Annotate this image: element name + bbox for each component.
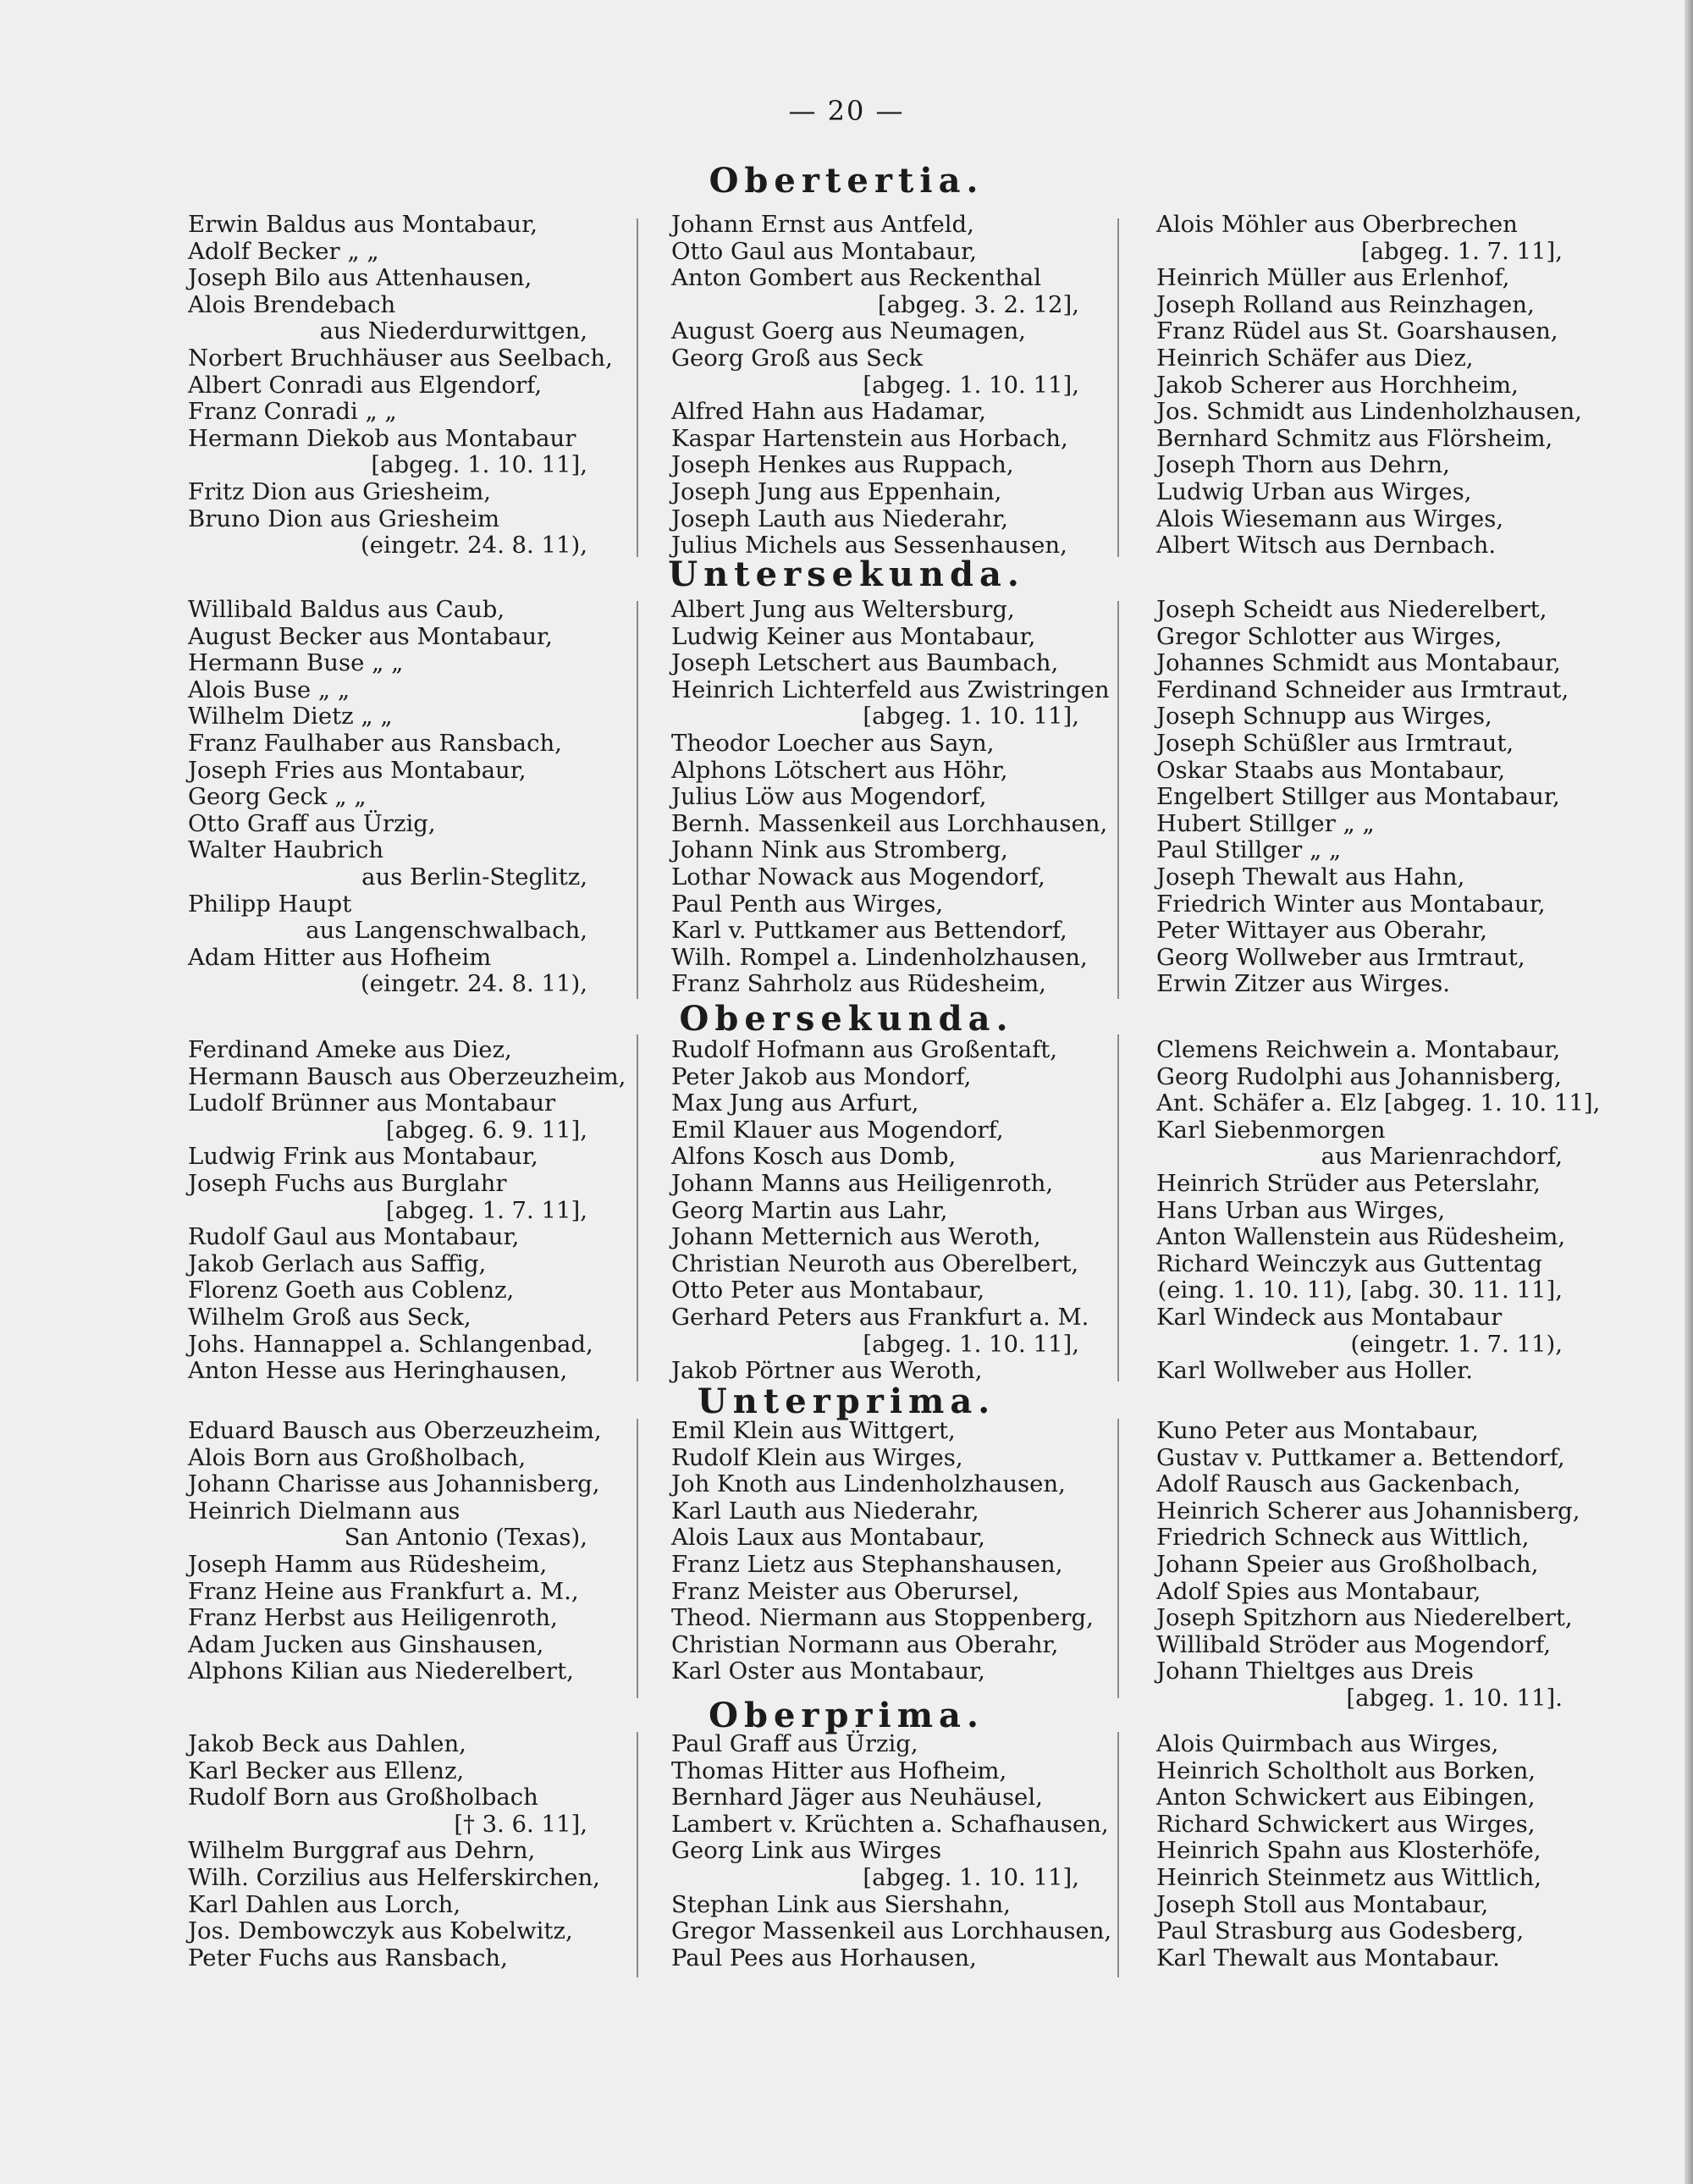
student-entry: Alois Wiesemann aus Wirges, xyxy=(1156,505,1504,532)
student-entry: Albert Witsch aus Dernbach. xyxy=(1156,532,1497,560)
student-entry: Walter Haubrich xyxy=(188,836,384,864)
student-entry: Paul Strasburg aus Godesberg, xyxy=(1156,1917,1525,1945)
student-entry: Heinrich Strüder aus Peterslahr, xyxy=(1156,1169,1541,1197)
student-entry: Jakob Beck aus Dahlen, xyxy=(188,1730,466,1757)
student-entry: Johann Charisse aus Johannisberg, xyxy=(188,1470,600,1498)
student-entry: Clemens Reichwein a. Montabaur, xyxy=(1156,1036,1561,1063)
student-entry: Otto Gaul aus Montabaur, xyxy=(671,237,977,265)
unterprima-left-column xyxy=(188,1417,602,1685)
student-entry: Johann Manns aus Heiligenroth, xyxy=(671,1169,1054,1197)
student-entry: Ludwig Keiner aus Montabaur, xyxy=(671,622,1036,650)
student-entry: Norbert Bruchhäuser aus Seelbach, xyxy=(188,344,613,372)
student-entry: Johann Thieltges aus Dreis xyxy=(1156,1657,1474,1685)
student-entry: Hermann Buse „ „ xyxy=(188,649,404,677)
student-entry: Franz Rüdel aus St. Goarshausen, xyxy=(1156,317,1558,345)
student-entry: Johs. Hannappel a. Schlangenbad, xyxy=(188,1330,593,1358)
student-entry: Emil Klein aus Wittgert, xyxy=(671,1417,956,1444)
student-entry: Peter Wittayer aus Oberahr, xyxy=(1156,917,1488,945)
student-entry: [abgeg. 1. 7. 11], xyxy=(385,1196,587,1224)
student-entry: Johann Ernst aus Antfeld, xyxy=(671,211,974,238)
student-entry: Rudolf Gaul aus Montabaur, xyxy=(188,1223,520,1251)
student-entry: Julius Löw aus Mogendorf, xyxy=(671,783,987,811)
student-entry: Paul Stillger „ „ xyxy=(1156,836,1342,864)
student-entry: Joseph Spitzhorn aus Niederelbert, xyxy=(1156,1604,1573,1632)
student-entry: Johann Nink aus Stromberg, xyxy=(671,836,1008,864)
student-entry: Anton Wallenstein aus Rüdesheim, xyxy=(1156,1223,1566,1251)
student-entry: Bernh. Massenkeil aus Lorchhausen, xyxy=(671,809,1108,837)
column-divider xyxy=(637,218,638,557)
student-entry: Rudolf Klein aus Wirges, xyxy=(671,1443,963,1471)
student-entry: Joseph Thewalt aus Hahn, xyxy=(1156,863,1465,891)
student-entry: Joseph Stoll aus Montabaur, xyxy=(1156,1890,1489,1918)
page-edge xyxy=(1685,0,1693,2184)
student-entry: (eing. 1. 10. 11), [abg. 30. 11. 11], xyxy=(1157,1277,1563,1304)
student-entry: (eingetr. 24. 8. 11), xyxy=(361,532,587,560)
heading-unterprima: Unterprima. xyxy=(697,1382,996,1421)
unterprima-middle-column xyxy=(671,1417,1094,1685)
student-entry: Alfons Kosch aus Domb, xyxy=(671,1143,957,1171)
student-entry: Heinrich Schäfer aus Diez, xyxy=(1156,344,1474,372)
student-entry: Joseph Schnupp aus Wirges, xyxy=(1156,703,1492,731)
student-entry: Johannes Schmidt aus Montabaur, xyxy=(1156,649,1561,677)
student-entry: [abgeg. 6. 9. 11], xyxy=(385,1116,587,1144)
student-entry: Karl Oster aus Montabaur, xyxy=(671,1657,985,1685)
untersekunda-right-column xyxy=(1156,596,1569,998)
student-entry: Erwin Baldus aus Montabaur, xyxy=(188,211,538,238)
student-entry: Joseph Hamm aus Rüdesheim, xyxy=(188,1550,548,1578)
student-entry: Georg Groß aus Seck xyxy=(671,344,924,372)
student-entry: [abgeg. 1. 10. 11], xyxy=(863,1330,1079,1358)
student-entry: Otto Graff aus Ürzig, xyxy=(188,809,436,837)
student-entry: Richard Schwickert aus Wirges, xyxy=(1156,1810,1536,1838)
student-entry: Wilh. Rompel a. Lindenholzhausen, xyxy=(671,943,1088,971)
student-entry: Georg Wollweber aus Irmtraut, xyxy=(1156,943,1525,971)
student-entry: Heinrich Steinmetz aus Wittlich, xyxy=(1156,1863,1541,1891)
student-entry: Karl v. Puttkamer aus Bettendorf, xyxy=(671,917,1067,945)
student-entry: Theodor Loecher aus Sayn, xyxy=(671,729,995,757)
student-entry: Gerhard Peters aus Frankfurt a. M. xyxy=(671,1303,1089,1331)
student-entry: Jos. Schmidt aus Lindenholzhausen, xyxy=(1156,398,1582,426)
student-entry: [† 3. 6. 11], xyxy=(454,1810,587,1838)
student-entry: Bernhard Jäger aus Neuhäusel, xyxy=(671,1784,1043,1812)
student-entry: Jos. Dembowczyk aus Kobelwitz, xyxy=(188,1917,573,1945)
student-entry: Rudolf Hofmann aus Großentaft, xyxy=(671,1036,1058,1063)
student-entry: Adolf Rausch aus Gackenbach, xyxy=(1156,1470,1521,1498)
student-entry: aus Berlin-Steglitz, xyxy=(361,863,587,891)
student-entry: Emil Klauer aus Mogendorf, xyxy=(671,1116,1004,1144)
student-entry: Georg Martin aus Lahr, xyxy=(671,1196,948,1224)
unterprima-right-column xyxy=(1156,1417,1580,1712)
student-entry: [abgeg. 1. 10. 11], xyxy=(371,451,587,479)
student-entry: Friedrich Winter aus Montabaur, xyxy=(1156,890,1546,918)
student-entry: Lambert v. Krüchten a. Schafhausen, xyxy=(671,1810,1109,1838)
oberprima-middle-column xyxy=(671,1730,1112,1972)
student-entry: Rudolf Born aus Großholbach xyxy=(188,1784,538,1812)
student-entry: Albert Conradi aus Elgendorf, xyxy=(188,371,543,399)
student-entry: Franz Heine aus Frankfurt a. M., xyxy=(188,1577,579,1605)
student-entry: Franz Herbst aus Heiligenroth, xyxy=(188,1604,558,1632)
student-entry: Anton Gombert aus Reckenthal xyxy=(671,264,1041,292)
student-entry: Wilhelm Groß aus Seck, xyxy=(188,1303,472,1331)
student-entry: Franz Lietz aus Stephanshausen, xyxy=(671,1550,1063,1578)
student-entry: Peter Fuchs aus Ransbach, xyxy=(188,1944,508,1972)
column-divider xyxy=(1117,601,1119,999)
student-entry: Joseph Jung aus Eppenhain, xyxy=(671,477,1002,505)
student-entry: Joseph Thorn aus Dehrn, xyxy=(1156,451,1450,479)
student-entry: Johann Speier aus Großholbach, xyxy=(1156,1550,1539,1578)
column-divider xyxy=(1117,218,1119,557)
student-entry: Hermann Diekob aus Montabaur xyxy=(188,424,576,452)
column-divider xyxy=(1117,1732,1119,1977)
student-entry: Joseph Fuchs aus Burglahr xyxy=(188,1169,507,1197)
student-entry: Heinrich Lichterfeld aus Zwistringen xyxy=(671,676,1110,703)
student-entry: Thomas Hitter aus Hofheim, xyxy=(671,1757,1007,1784)
student-entry: (eingetr. 24. 8. 11), xyxy=(361,970,587,998)
student-entry: Alphons Kilian aus Niederelbert, xyxy=(188,1657,574,1685)
column-divider xyxy=(637,1732,638,1977)
student-entry: Hans Urban aus Wirges, xyxy=(1156,1196,1446,1224)
student-entry: Alois Born aus Großholbach, xyxy=(188,1443,527,1471)
student-entry: Florenz Goeth aus Coblenz, xyxy=(188,1277,515,1304)
student-entry: Ferdinand Ameke aus Diez, xyxy=(188,1036,512,1063)
student-entry: Kuno Peter aus Montabaur, xyxy=(1156,1417,1479,1444)
student-entry: Alfred Hahn aus Hadamar, xyxy=(671,398,986,426)
student-entry: Joh Knoth aus Lindenholzhausen, xyxy=(671,1470,1066,1498)
student-entry: Stephan Link aus Siershahn, xyxy=(671,1890,1011,1918)
student-entry: (eingetr. 1. 7. 11), xyxy=(1350,1330,1563,1358)
student-entry: Heinrich Dielmann aus xyxy=(188,1497,460,1525)
student-entry: Erwin Zitzer aus Wirges. xyxy=(1156,970,1451,998)
student-entry: Theod. Niermann aus Stoppenberg, xyxy=(671,1604,1094,1632)
student-entry: Fritz Dion aus Griesheim, xyxy=(188,477,492,505)
student-entry: Joseph Letschert aus Baumbach, xyxy=(671,649,1059,677)
student-entry: Karl Thewalt aus Montabaur. xyxy=(1156,1944,1500,1972)
student-entry: Adam Jucken aus Ginshausen, xyxy=(188,1630,544,1658)
student-entry: Anton Schwickert aus Eibingen, xyxy=(1156,1784,1536,1812)
student-entry: Heinrich Müller aus Erlenhof, xyxy=(1156,264,1510,292)
student-entry: Anton Hesse aus Heringhausen, xyxy=(188,1357,568,1385)
student-entry: aus Langenschwalbach, xyxy=(306,917,587,945)
student-entry: Wilhelm Dietz „ „ xyxy=(188,703,393,731)
student-entry: Franz Faulhaber aus Ransbach, xyxy=(188,729,562,757)
student-entry: Heinrich Spahn aus Klosterhöfe, xyxy=(1156,1837,1541,1865)
student-entry: Wilh. Corzilius aus Helferskirchen, xyxy=(188,1863,600,1891)
student-entry: Oskar Staabs aus Montabaur, xyxy=(1156,756,1506,784)
student-entry: Johann Metternich aus Weroth, xyxy=(671,1223,1041,1251)
student-entry: Joseph Rolland aus Reinzhagen, xyxy=(1156,290,1535,318)
student-entry: Ferdinand Schneider aus Irmtraut, xyxy=(1156,676,1569,703)
obertertia-right-column xyxy=(1156,211,1582,560)
student-entry: Franz Conradi „ „ xyxy=(188,398,397,426)
student-entry: Willibald Baldus aus Caub, xyxy=(188,596,505,623)
page-number: — 20 — xyxy=(788,95,905,127)
student-entry: Jakob Scherer aus Horchheim, xyxy=(1156,371,1519,399)
obersekunda-left-column xyxy=(188,1036,626,1385)
student-entry: Georg Geck „ „ xyxy=(188,783,367,811)
student-entry: Peter Jakob aus Mondorf, xyxy=(671,1062,972,1090)
student-entry: Willibald Ströder aus Mogendorf, xyxy=(1156,1630,1551,1658)
student-entry: Franz Meister aus Oberursel, xyxy=(671,1577,1020,1605)
student-entry: Ludwig Urban aus Wirges, xyxy=(1156,477,1472,505)
student-entry: Adolf Spies aus Montabaur, xyxy=(1156,1577,1481,1605)
student-entry: Bernhard Schmitz aus Flörsheim, xyxy=(1156,424,1553,452)
student-entry: Karl Dahlen aus Lorch, xyxy=(188,1890,461,1918)
student-entry: Franz Sahrholz aus Rüdesheim, xyxy=(671,970,1046,998)
student-entry: Ant. Schäfer a. Elz [abgeg. 1. 10. 11], xyxy=(1156,1089,1601,1117)
oberprima-left-column xyxy=(188,1730,600,1972)
student-entry: Engelbert Stillger aus Montabaur, xyxy=(1156,783,1560,811)
student-entry: Joseph Henkes aus Ruppach, xyxy=(671,451,1014,479)
student-entry: Alois Buse „ „ xyxy=(188,676,350,703)
student-entry: Hubert Stillger „ „ xyxy=(1156,809,1375,837)
student-entry: Christian Neuroth aus Oberelbert, xyxy=(671,1249,1079,1277)
student-entry: Bruno Dion aus Griesheim xyxy=(188,505,500,532)
student-entry: Georg Rudolphi aus Johannisberg, xyxy=(1156,1062,1562,1090)
heading-obertertia: Obertertia. xyxy=(709,161,984,201)
student-entry: aus Marienrachdorf, xyxy=(1321,1143,1563,1171)
student-entry: Heinrich Scherer aus Johannisberg, xyxy=(1156,1497,1580,1525)
student-entry: August Goerg aus Neumagen, xyxy=(671,317,1026,345)
student-entry: Alois Möhler aus Oberbrechen xyxy=(1156,211,1518,238)
column-divider xyxy=(637,1419,638,1698)
heading-oberprima: Oberprima. xyxy=(709,1696,984,1735)
student-entry: [abgeg. 1. 10. 11], xyxy=(863,371,1079,399)
student-entry: Hermann Bausch aus Oberzeuzheim, xyxy=(188,1062,626,1090)
student-entry: Albert Jung aus Weltersburg, xyxy=(671,596,1015,623)
student-entry: Karl Lauth aus Niederahr, xyxy=(671,1497,979,1525)
student-entry: [abgeg. 1. 7. 11], xyxy=(1360,237,1563,265)
student-entry: Ludolf Brünner aus Montabaur xyxy=(188,1089,556,1117)
student-entry: Eduard Bausch aus Oberzeuzheim, xyxy=(188,1417,602,1444)
student-entry: Paul Pees aus Horhausen, xyxy=(671,1944,977,1972)
student-entry: San Antonio (Texas), xyxy=(344,1524,587,1552)
student-entry: Alphons Lötschert aus Höhr, xyxy=(671,756,1008,784)
student-entry: Gregor Massenkeil aus Lorchhausen, xyxy=(671,1917,1112,1945)
obertertia-left-column xyxy=(188,211,613,560)
column-divider xyxy=(1117,1034,1119,1382)
column-divider xyxy=(1117,1419,1119,1698)
student-entry: [abgeg. 1. 10. 11], xyxy=(863,1863,1079,1891)
student-entry: Alois Laux aus Montabaur, xyxy=(671,1524,985,1552)
student-entry: Wilhelm Burggraf aus Dehrn, xyxy=(188,1837,536,1865)
student-entry: Gregor Schlotter aus Wirges, xyxy=(1156,622,1503,650)
student-entry: Karl Becker aus Ellenz, xyxy=(188,1757,465,1784)
student-entry: Kaspar Hartenstein aus Horbach, xyxy=(671,424,1068,452)
oberprima-right-column xyxy=(1156,1731,1563,1972)
student-entry: Alois Brendebach xyxy=(188,290,396,318)
student-entry: Alois Quirmbach aus Wirges, xyxy=(1156,1730,1499,1757)
student-entry: Joseph Scheidt aus Niederelbert, xyxy=(1156,596,1547,623)
student-entry: Max Jung aus Arfurt, xyxy=(671,1089,919,1117)
obertertia-middle-column xyxy=(671,212,1079,560)
student-entry: Otto Peter aus Montabaur, xyxy=(671,1277,985,1304)
student-entry: Karl Siebenmorgen xyxy=(1156,1116,1386,1144)
heading-obersekunda: Obersekunda. xyxy=(679,999,1014,1039)
student-entry: Jakob Gerlach aus Saffig, xyxy=(188,1249,487,1277)
student-entry: Gustav v. Puttkamer a. Bettendorf, xyxy=(1156,1443,1565,1471)
column-divider xyxy=(637,1034,638,1382)
student-entry: Paul Graff aus Ürzig, xyxy=(671,1730,918,1757)
student-entry: August Becker aus Montabaur, xyxy=(188,622,553,650)
student-entry: aus Niederdurwittgen, xyxy=(319,317,587,345)
student-entry: [abgeg. 1. 10. 11]. xyxy=(1346,1684,1563,1712)
student-entry: Jakob Pörtner aus Weroth, xyxy=(671,1357,983,1385)
student-entry: Georg Link aus Wirges xyxy=(671,1837,942,1865)
student-entry: Heinrich Scholtholt aus Borken, xyxy=(1156,1757,1536,1784)
student-entry: Karl Windeck aus Montabaur xyxy=(1156,1303,1503,1331)
student-entry: Philipp Haupt xyxy=(188,890,352,918)
student-entry: Joseph Fries aus Montabaur, xyxy=(188,756,527,784)
student-entry: Adam Hitter aus Hofheim xyxy=(188,943,492,971)
student-entry: Karl Wollweber aus Holler. xyxy=(1156,1357,1473,1385)
student-entry: Joseph Schüßler aus Irmtraut, xyxy=(1156,729,1514,757)
untersekunda-middle-column xyxy=(671,596,1110,998)
student-entry: Paul Penth aus Wirges, xyxy=(671,890,944,918)
student-entry: [abgeg. 1. 10. 11], xyxy=(863,703,1079,731)
student-entry: Joseph Bilo aus Attenhausen, xyxy=(188,264,532,292)
heading-untersekunda: Untersekunda. xyxy=(668,554,1025,594)
column-divider xyxy=(637,601,638,999)
untersekunda-left-column xyxy=(188,597,587,998)
student-entry: [abgeg. 3. 2. 12], xyxy=(877,290,1079,318)
student-entry: Adolf Becker „ „ xyxy=(188,237,379,265)
student-entry: Ludwig Frink aus Montabaur, xyxy=(188,1143,538,1171)
student-entry: Joseph Lauth aus Niederahr, xyxy=(671,505,1008,532)
obersekunda-middle-column xyxy=(671,1036,1089,1385)
student-entry: Julius Michels aus Sessenhausen, xyxy=(671,532,1067,560)
student-entry: Richard Weinczyk aus Guttentag xyxy=(1156,1249,1542,1277)
student-entry: Lothar Nowack aus Mogendorf, xyxy=(671,863,1045,891)
student-entry: Friedrich Schneck aus Wittlich, xyxy=(1156,1524,1530,1552)
student-entry: Christian Normann aus Oberahr, xyxy=(671,1630,1059,1658)
obersekunda-right-column xyxy=(1156,1036,1601,1385)
